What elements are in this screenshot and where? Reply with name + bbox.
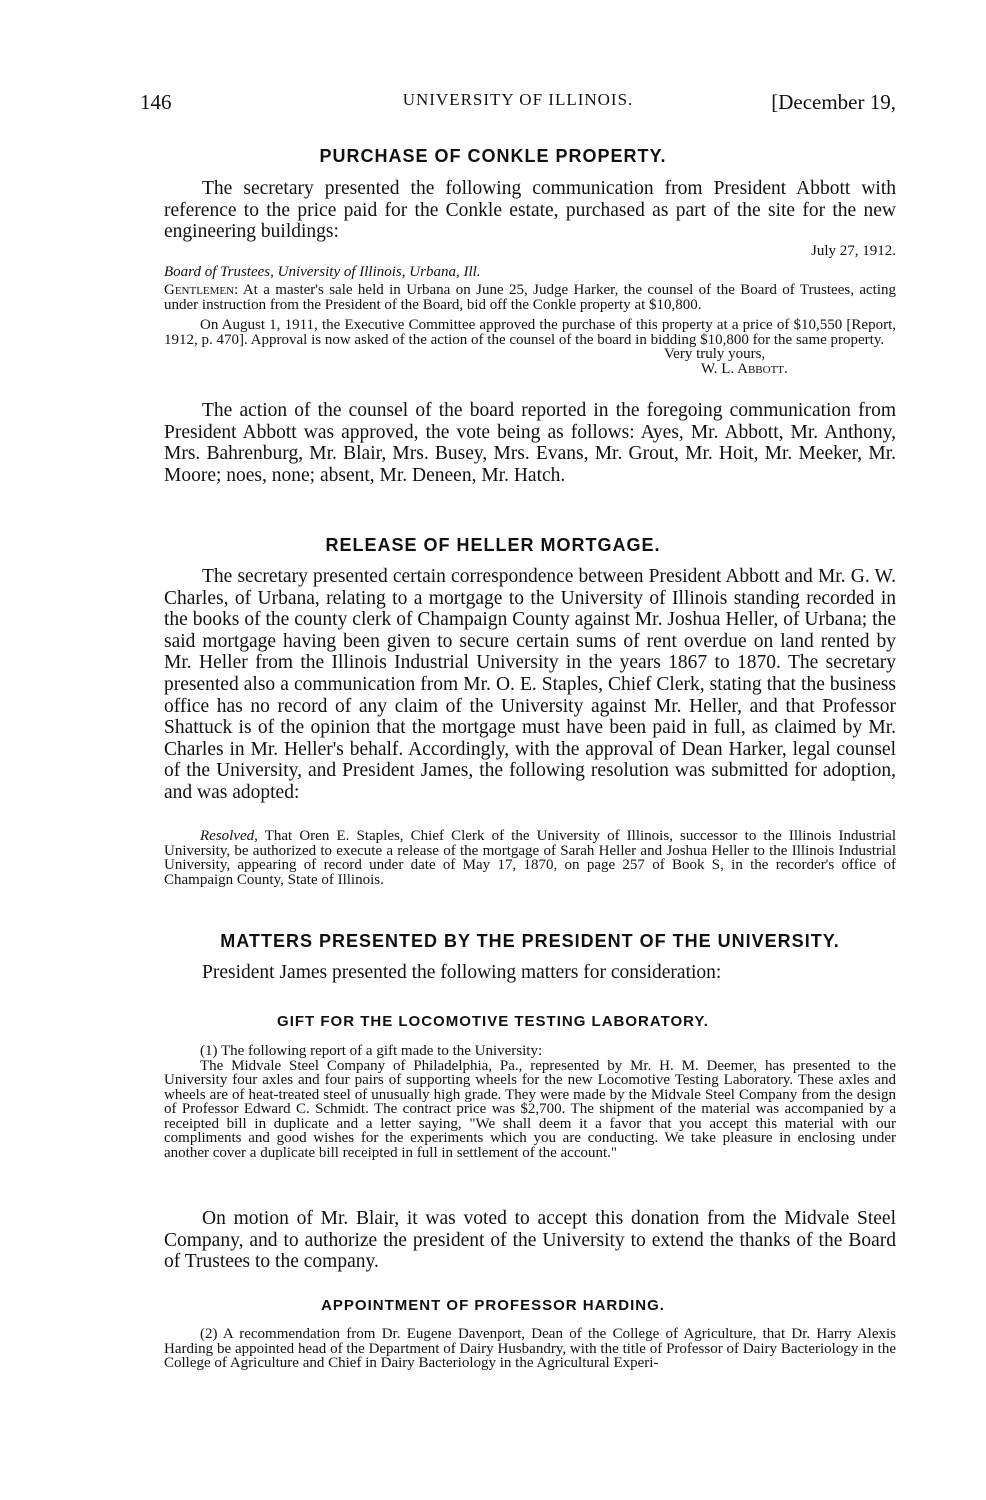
heller-resolution <box>164 829 896 887</box>
letter-signature: W. L. Abbott. <box>701 360 788 377</box>
resolution-paragraph <box>164 829 896 887</box>
conkle-section <box>164 178 896 243</box>
harding-section <box>164 1327 896 1371</box>
locomotive-motion: On motion of Mr. Blair, it was voted to accept this donation from the Midvale Steel Company, and to authorize the president of the University to extend the thanks of the Board of Trustees to the company. <box>164 1208 896 1273</box>
letter-paragraph-2: On August 1, 1911, the Executive Committee approved the purchase of this property at a price of $10,550 [Report, 1912, p. 470]. Approval is now asked of the action of the counsel of the board in bidding $10,800 for the same property. <box>164 317 896 348</box>
locomotive-item-intro: (1) The following report of a gift made to the University: <box>200 1043 543 1059</box>
letter-paragraph-1-text: : At a master's sale held in Urbana on June 25, Judge Harker, the counsel of the Board of Trustees, acting under instruction from the President of the Board, bid off the Conkle property at $10,800. <box>164 282 896 313</box>
section-heading-conkle: PURCHASE OF CONKLE PROPERTY. <box>319 146 667 166</box>
page-number: 146 <box>140 90 172 114</box>
section-heading-matters: MATTERS PRESENTED BY THE PRESIDENT OF THE UNIVERSITY. <box>220 931 840 951</box>
letter-paragraph-1 <box>164 283 896 312</box>
matters-section <box>164 962 896 984</box>
vote-paragraph: The action of the counsel of the board reported in the foregoing communication from President Abbott was approved, the vote being as follows: Ayes, Mr. Abbott, Mr. Anthony, Mrs. Bahrenburg, Mr. Blair, Mrs. Busey, Mrs. Evans, Mr. Grout, Mr. Hoit, Mr. Meeker, Mr. Moore; noes, none; absent, Mr. Deneen, Mr. Hatch. <box>164 400 896 486</box>
section-heading-heller: RELEASE OF HELLER MORTGAGE. <box>325 535 661 555</box>
locomotive-report: The Midvale Steel Company of Philadelphia, Pa., represented by Mr. H. M. Deemer, has presented to the University four axles and four pairs of supporting wheels for the new Locomotive Testing Laboratory. These axles and wheels are of heat-treated steel of unusually high grade. They were made by the Midvale Steel Company from the design of Professor Edward C. Schmidt. The contract price was $2,700. The shipment of the material was accompanied by a receipted bill in duplicate and a letter saying, "We shall deem it a favor that you accept this material with our compliments and good wishes for the experiments which you are conducting. We take pleasure in enclosing under another cover a duplicate bill receipted in full in settlement of the account." <box>164 1057 896 1161</box>
running-title: UNIVERSITY OF ILLINOIS. <box>402 90 634 109</box>
conkle-vote <box>164 400 896 486</box>
header-date: [December 19, <box>771 90 896 114</box>
heller-section <box>164 566 896 804</box>
letter-addressee: Board of Trustees, University of Illinois, Urbana, Ill. <box>164 263 481 280</box>
letter-salutation: Gentlemen <box>164 282 235 298</box>
section-heading-locomotive: GIFT FOR THE LOCOMOTIVE TESTING LABORATORY. <box>277 1013 709 1030</box>
locomotive-section <box>164 1044 896 1160</box>
harding-body: (2) A recommendation from Dr. Eugene Davenport, Dean of the College of Agriculture, that Dr. Harry Alexis Harding be appointed head of the Department of Dairy Husbandry, with the title of Professor of Dairy Bacteriology in the College of Agriculture and Chief in Dairy Bacteriology in the Agricultural Experi- <box>164 1326 896 1371</box>
letter-date: July 27, 1912. <box>810 243 896 259</box>
locomotive-motion-block <box>164 1208 896 1273</box>
resolved-label: Resolved, <box>200 828 258 844</box>
letter-closing: Very truly yours, <box>664 346 766 362</box>
conkle-letter <box>164 244 896 376</box>
section-heading-harding: APPOINTMENT OF PROFESSOR HARDING. <box>321 1297 665 1314</box>
conkle-intro: The secretary presented the following communication from President Abbott with reference to the price paid for the Conkle estate, purchased as part of the site for the new engineering buildings: <box>164 178 896 243</box>
resolution-text: That Oren E. Staples, Chief Clerk of the University of Illinois, successor to the Illinois Industrial University, be authorized to execute a release of the mortgage of Sarah Heller and Joshua Heller to the Illinois Industrial University, appearing of record under date of May 17, 1870, on page 257 of Book S, in the recorder's office of Champaign County, State of Illinois. <box>164 828 896 888</box>
heller-body: The secretary presented certain correspondence between President Abbott and Mr. G. W. Charles, of Urbana, relating to a mortgage to the University of Illinois standing recorded in the books of the county clerk of Champaign County against Mr. Joshua Heller, of Urbana; the said mortgage having been given to secure certain sums of rent overdue on land rented by Mr. Heller from the Illinois Industrial University in the years 1867 to 1870. The secretary presented also a communication from Mr. O. E. Staples, Chief Clerk, stating that the business office has no record of any claim of the University against Mr. Heller, and that Professor Shattuck is of the opinion that the mortgage must have been paid in full, as claimed by Mr. Charles in Mr. Heller's behalf. Accordingly, with the approval of Dean Harker, legal counsel of the University, and President James, the following resolution was submitted for adoption, and was adopted: <box>164 566 896 803</box>
matters-intro: President James presented the following matters for consideration: <box>202 962 722 983</box>
